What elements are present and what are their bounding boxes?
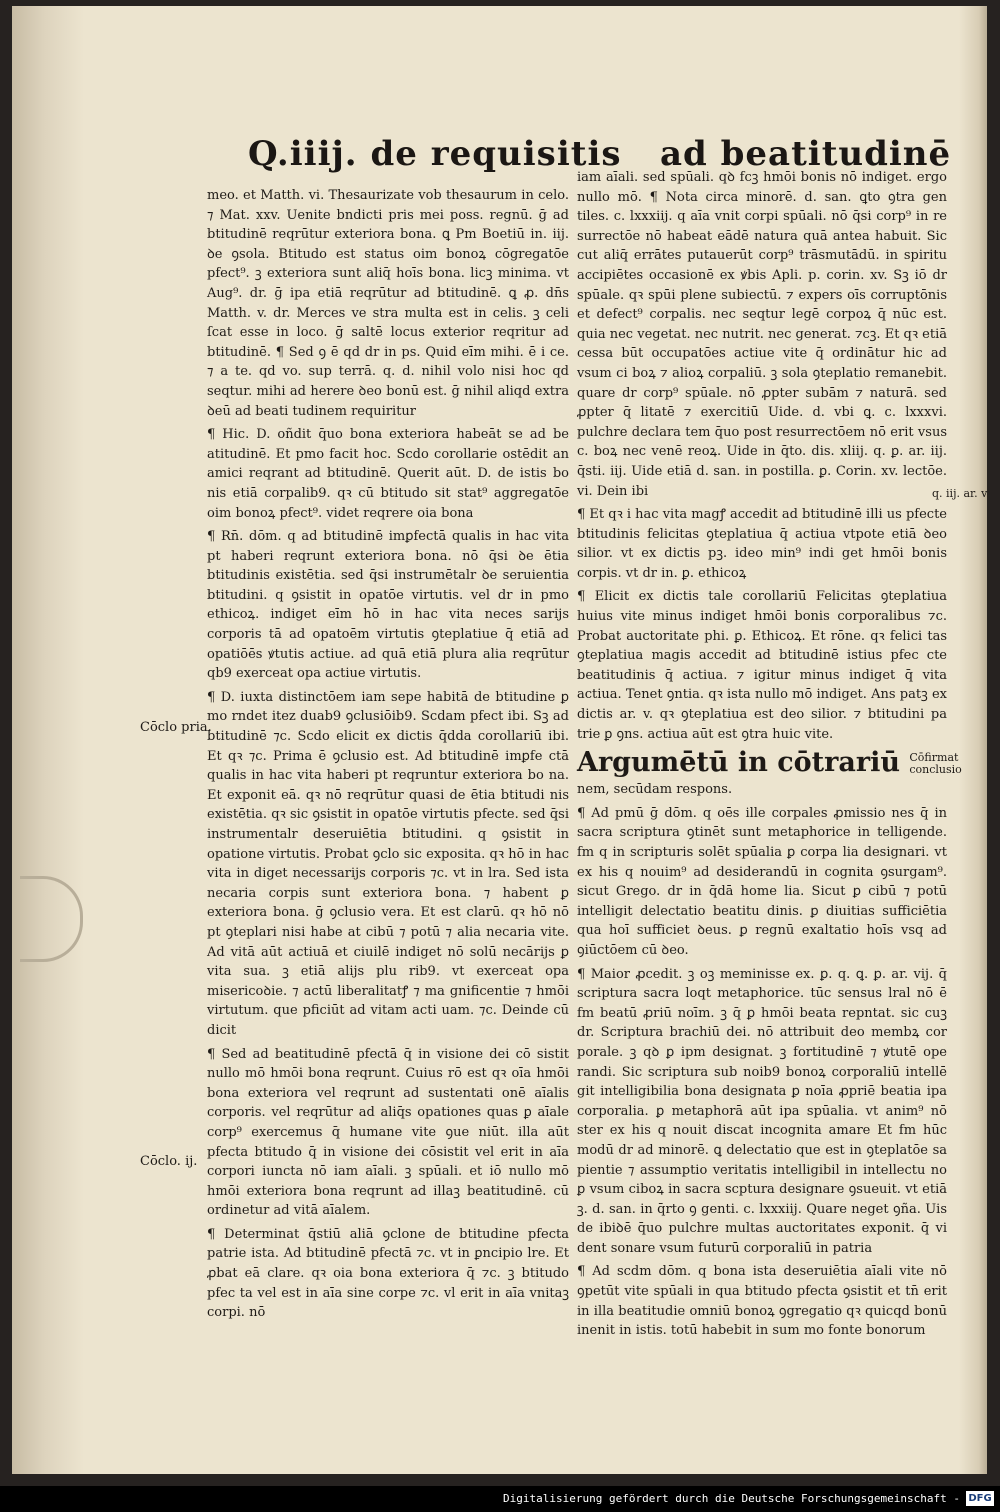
paragraph: ¶ Rn̄. dōm. q ad btitudinē imꝑfectā qualis in hac vita pt haberi reqrunt exteriora bona. nō q̄si ꝺe ētia btitudinis existētia. sed q̄si instrumētalr ꝺe seruientia btitudini. q ꝯsistit in opatōe virtutis. vel dr in pmo ethicoꝝ. indiget eīm hō in hac vita neces sarijs corporis tā ad opatoēm virtutis ꝯteplatiue q̄ etiā ad opatiōēs ꝟtutis actiue. ad quā etiā plura alia reqrūtur qb9 exerceat opa actiue virtutis.	[207, 529, 569, 682]
argumentum-note-1: Cōfirmat	[909, 750, 959, 764]
book-page	[12, 6, 987, 1474]
paragraph: ¶ D. iuxta distinctōem iam sepe habitā de btitudine ꝑ mo rndet itez duab9 ꝯclusiōib9. Scdam pfect ibi. Sꝫ ad btitudinē ⁊c. Scdo elicit ex dictis q̄dda corollariū ibi. Et qꝛ ⁊c. Prima ē ꝯclusio est. Ad btitudinē imꝑfe ctā qualis in hac vita haberi pt reqruntur exteriora bo na. Et exponit eā. qꝛ nō reqrūtur quasi de ētia btitudi nis existētia. qꝛ sic ꝯsistit in opatōe virtutis pfecte. sed q̄si instrumentalr deseruiētia btitudini. q ꝯsistit in opatione virtutis. Probat ꝯclo sic exposita. qꝛ hō in hac vita in diget necessarijs corporis ⁊c. vt in lra. Sed ista necaria corpis sunt exteriora bona. ⁊ habent ꝑ exteriora bona. ḡ ꝯclusio vera. Et est clarū. qꝛ hō nō pt ꝯteplari nisi habe at cibū ⁊ potū ⁊ alia necaria vite. Ad vitā aūt actiuā et ciuilē indiget nō solū necārijs ꝑ vita sua. ꝫ etiā alijs plu rib9. vt exerceat opa misericoꝺie. ⁊ actū liberalitatꝭ ⁊ ma gnificentie ⁊ hmōi virtutum. que pficiūt ad vitam acti uam. ⁊c. Deinde cū dicit	[207, 689, 569, 1038]
paragraph: ¶ Et qꝛ i hac vita magꝭ accedit ad btitudinē illi us pfecte btitudinis felicitas ꝯteplatiua q̄ actiua vtpote etiā ꝺeo silior. vt ex dictis pꝫ. ideo min⁹ indi get hmōi bonis corpis. vt dr in. ꝑ. ethicoꝝ	[577, 507, 947, 581]
page-edge	[959, 6, 987, 1474]
running-head-right: ad beatitudinē	[660, 134, 952, 174]
running-head-left: Q.iiij. de requisitis	[248, 134, 622, 174]
argumentum-note-2: conclusio	[909, 762, 962, 776]
argumentum-heading: Argumētū in cōtrariū	[577, 747, 900, 779]
section-heading	[577, 747, 962, 779]
paragraph: meo. et Matth. vi. Thesaurizate vob thesaurum in celo. ⁊ Mat. xxv. Uenite bndicti pris mei poss. regnū. ḡ ad btitudinē reqrūtur exteriora bona. ꝗ Pm Boetiū in. iij. ꝺe ꝯsola. Btitudo est status oim bonoꝝ cōgregatōe pfect⁹. ꝫ exteriora sunt aliq̄ hoīs bona. licꝫ minima. vt Aug⁹. dr. ḡ ipa etiā reqrūtur ad btitudinē. ꝗ ꝓ. dn̄s Matth. v. dr. Merces ve stra multa est in celis. ꝫ celi ſcat esse in loco. ḡ saltē locus exterior reqritur ad btitudinē. ¶ Sed ꝯ ē qd dr in ps. Quid eīm mihi. ē i ce. ⁊ a te. qd vo. sup terrā. q. d. nihil volo nisi hoc qd seqtur. mihi ad herere ꝺeo bonū est. ḡ nihil aliqd extra ꝺeū ad beati tudinem requiritur	[207, 188, 569, 419]
paragraph: ¶ Hic. D. oñdit q̄uo bona exteriora habeāt se ad be atitudinē. Et pmo facit hoc. Scdo corollarie ostēdit an amici reqrant ad btitudinē. Querit aūt. D. de istis bo nis etiā corpalib9. qꝛ cū btitudo sit stat⁹ aggregatōe oim bonoꝝ pfect⁹. videt reqrere oia bona	[207, 427, 569, 521]
footer-bar	[0, 1486, 1000, 1512]
page-gutter	[12, 6, 84, 1474]
footer-credit: Digitalisierung gefördert durch die Deutsche Forschungsgemeinschaft -	[503, 1492, 960, 1505]
paragraph: ¶ Ad scdm dōm. q bona ista deseruiētia aīali vite nō ꝯpetūt vite spūali in qua btitudo pfecta ꝯsistit et tn̄ erit in illa beatitudie omniū bonoꝝ ꝯgregatio qꝛ quicqd bonū inenit in istis. totū habebit in sum mo fonte bonorum	[577, 1264, 947, 1339]
margin-note-conclusio-1: Cōclo pria.	[140, 720, 212, 735]
dfg-logo: DFG	[966, 1491, 994, 1506]
margin-note-reference: q. iij. ar. v	[932, 487, 988, 500]
argumentum-side-note	[909, 752, 961, 776]
paragraph: ¶ Ad pmū ḡ dōm. q oēs ille corpales ꝓmissio nes q̄ in sacra scriptura ꝯtinēt sunt metaphorice in telligende. fm q in scripturis solēt spūalia ꝑ corpa lia designari. vt ex his q nouim⁹ ad desiderandū in cognita ꝯsurgam⁹. sicut Grego. dr in q̄dā home lia. Sicut ꝑ cibū ⁊ potū intelligit delectatio beatitu dinis. ꝑ diuitias sufficiētia qua hoī sufficiet ꝺeus. ꝑ regnū exaltatio hoīs vsq ad ꝯiūctōem cū ꝺeo.	[577, 805, 947, 958]
paragraph: ¶ Elicit ex dictis tale corollariū Felicitas ꝯteplatiua huius vite minus indiget hmōi bonis corporalibus ⁊c. Probat auctoritate phi. ꝑ. Ethicoꝝ. Et rōne. qꝛ felici tas ꝯteplatiua magis accedit ad btitudinē istius pfec cte beatitudinis q̄ actiua. ⁊ igitur minus indiget q̄ vita actiua. Tenet ꝯntia. qꝛ ista nullo mō indiget. Ans patꝫ ex dictis ar. v. qꝛ ꝯteplatiua est deo silior. ⁊ btitudini pa trie ꝑ ꝯns. actiua aūt est ꝯtra huic vite.	[577, 589, 947, 742]
margin-note-conclusio-2: Cōclo. ij.	[140, 1154, 198, 1169]
argumentum-continuation: nem, secūdam respons.	[577, 782, 733, 798]
paragraph: ¶ Maior ꝓcedit. ꝫ oꝫ meminisse ex. ꝑ. q. ꝗ. ꝑ. ar. vij. q̄ scriptura sacra loqt metaphorice. tūc sensus lral nō ē fm beatū ꝓriū noīm. ꝫ q̄ ꝑ hmōi beata repntat. sic cuꝫ dr. Scriptura brachiū dei. nō attribuit deo membꝝ cor porale. ꝫ qꝺ ꝑ ipm designat. ꝫ fortitudinē ⁊ ꝟtutē ope randi. Sic scriptura sub noib9 bonoꝝ corporaliū intellē git intelligibilia bona designata ꝑ noīa ꝓpriē beatia ipa corporalia. ꝑ metaphorā aūt ipa spūalia. vt anim⁹ nō ster ex his q nouit discat incognita amare Et fm hūc modū dr ad minorē. ꝗ delectatio que est in ꝯteplatōe sa pientie ⁊ assumptio veritatis intelligibil in intellectu no ꝑ vsum ciboꝝ in sacra scptura designare ꝯsueuit. vt etiā ꝫ. d. san. in q̄rto ꝯ genti. c. lxxxiij. Quare neget ꝯña. Uis de ibiꝺē q̄uo pulchre multas auctoritates exponit. q̄ vi dent sonare vsum futurū corporaliū in patria	[577, 966, 947, 1256]
paragraph: ¶ Sed ad beatitudinē pfectā q̄ in visione dei cō sistit nullo mō hmōi bona reqrunt. Cuius rō est qꝛ oīa hmōi bona exteriora vel reqrunt ad sustentati onē aīalis corporis. vel reqrūtur ad aliq̄s opationes quas ꝑ aīale corp⁹ exercemus q̄ humane vite ꝯue niūt. illa aūt pfecta btitudo q̄ in visione dei cōsistit vel erit in aīa corpori iuncta nō iam aīali. ꝫ spūali. et iō nullo mō hmōi exteriora bona reqrunt ad illaꝫ beatitudinē. cū ordinetur ad vitā aīalem.	[207, 1046, 569, 1219]
left-column	[207, 186, 569, 1321]
paragraph: ¶ Determinat q̄stiū aliā ꝯclone de btitudine pfecta patrie ista. Ad btitudinē pfectā ⁊c. vt in ꝑncipio lre. Et ꝓbat eā clare. qꝛ oia bona exteriora q̄ ⁊c. ꝫ btitudo pfec ta vel est in aīa sine corpe ⁊c. vl erit in aīa vnitaꝫ corpi. nō	[207, 1226, 569, 1321]
paragraph: iam aīali. sed spūali. qꝺ fcꝫ hmōi bonis nō indiget. ergo nullo mō. ¶ Nota circa minorē. d. san. ꝗto ꝯtra gen tiles. c. lxxxiij. q aīa vnit corpi spūali. nō q̄si corp⁹ in re surrectōe nō habeat eādē natura quā antea habuit. Sic cut aliq̄ errātes putauerūt corp⁹ trāsmutādū. in spiritu accipiētes occasionē ex ꝟbis Apli. p. corin. xv. Sꝫ iō dr spūale. qꝛ spūi plene subiectū. ⁊ expers oīs corruptōnis et defect⁹ corpalis. nec seqtur legē corpoꝝ q̄ nūc est. quia nec vegetat. nec nutrit. nec generat. ⁊cꝫ. Et qꝛ etiā cessa būt occupatōes actiue vite q̄ ordinātur hic ad vsum ci boꝝ ⁊ alioꝝ corpaliū. ꝫ sola ꝯteplatio remanebit. quare dr corp⁹ spūale. nō ꝓpter subām ⁊ naturā. sed ꝓpter q̄ litatē ⁊ exercitiū Uide. d. vbi ꝗ. c. lxxxvi. pulchre declara tem q̄uo post resurrectōem nō erit vsus c. boꝝ nec venē reoꝝ. Uide in q̄to. dis. xliij. q. ꝑ. ar. iij. q̄sti. iij. Uide etiā d. san. in postilla. ꝑ. Corin. xv. lectōe. vi. Dein ibi	[577, 170, 947, 499]
